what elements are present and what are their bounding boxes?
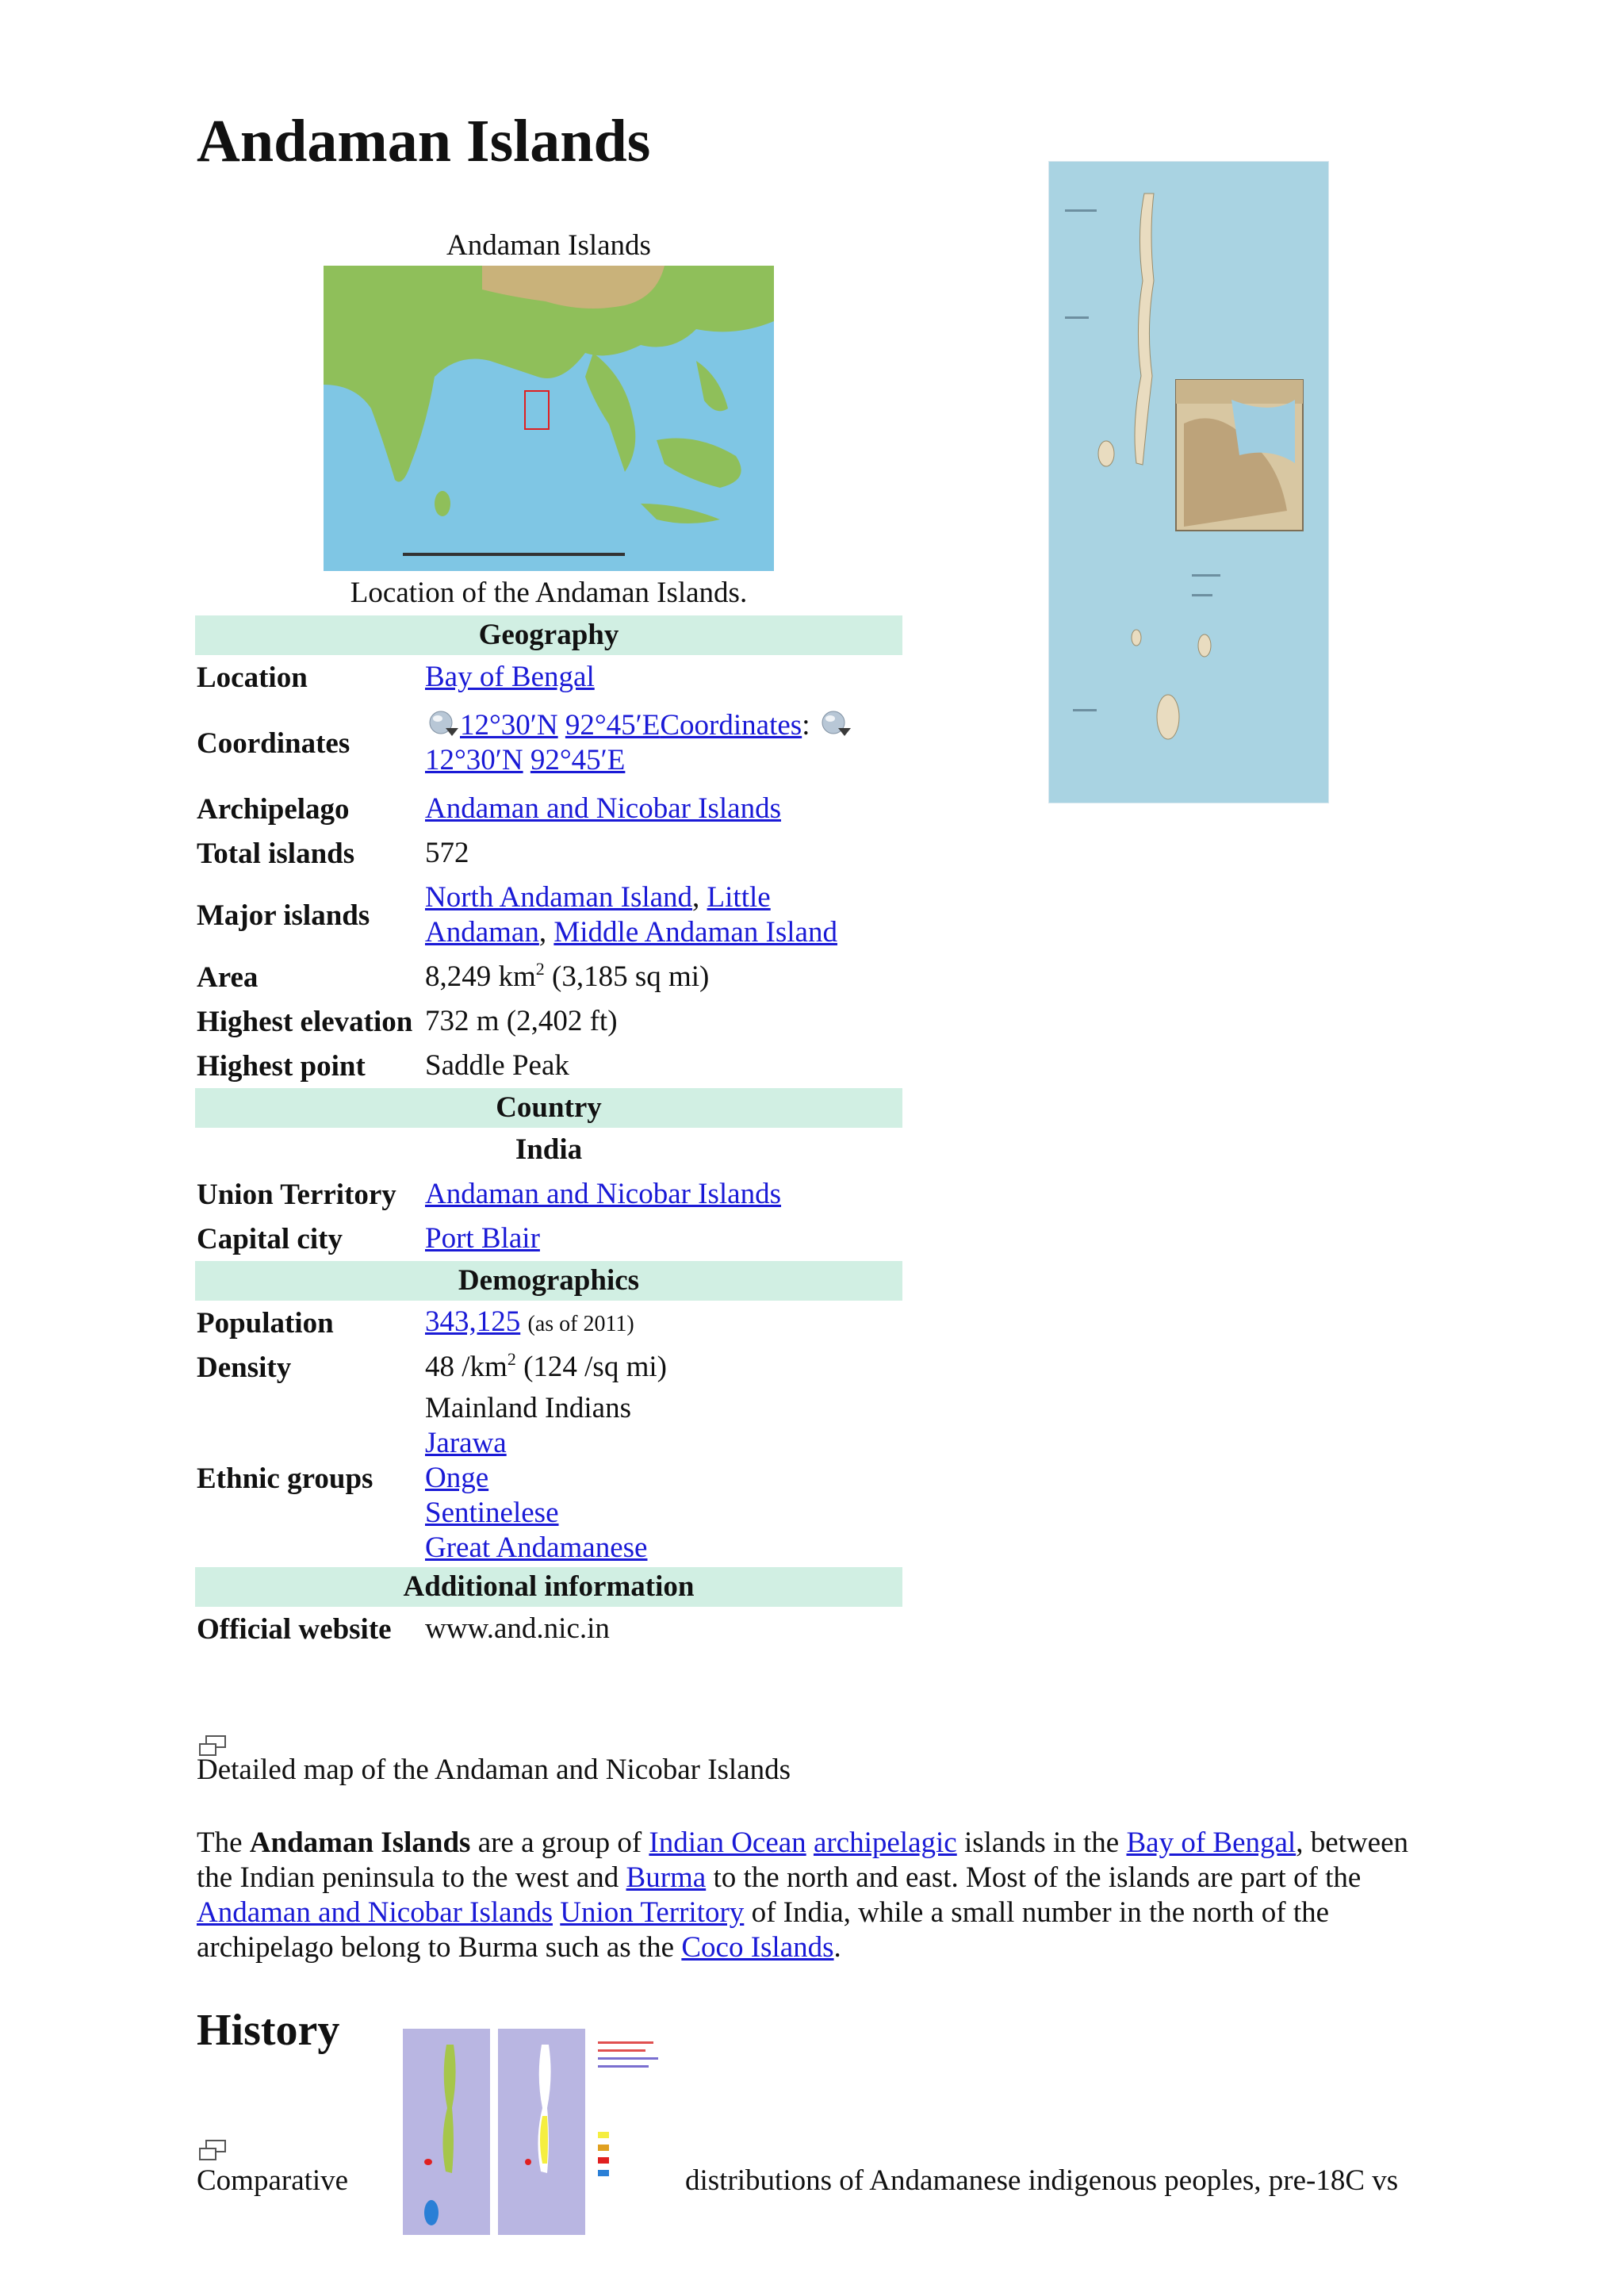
row-capital-city xyxy=(195,1217,902,1261)
total-islands-label: Total islands xyxy=(197,837,355,870)
coordinates-value xyxy=(425,708,902,778)
ethnic-group-link[interactable]: Jarawa xyxy=(425,1427,507,1459)
history-caption-start: Comparative xyxy=(197,2164,349,2197)
population-note: (as of 2011) xyxy=(527,1311,634,1336)
north-andaman-link[interactable]: North Andaman Island xyxy=(425,881,693,914)
official-website-value: www.and.nic.in xyxy=(425,1612,610,1645)
separator: , xyxy=(692,881,700,914)
history-caption-rest: distributions of Andamanese indigenous peoples, pre-18C vs xyxy=(685,2164,1399,2197)
infobox xyxy=(195,226,902,1651)
archipelago-label: Archipelago xyxy=(197,792,350,826)
density-sup: 2 xyxy=(507,1349,516,1369)
page-title: Andaman Islands xyxy=(197,108,651,174)
coord-lon-link[interactable]: 92°45′E xyxy=(565,709,661,742)
row-area xyxy=(195,955,902,999)
capital-city-label: Capital city xyxy=(197,1222,343,1255)
andamanese-distribution-image[interactable] xyxy=(403,2029,665,2235)
bay-of-bengal-link[interactable]: Bay of Bengal xyxy=(1126,1826,1297,1859)
major-islands-value xyxy=(425,880,902,950)
section-additional-info: Additional information xyxy=(195,1567,902,1607)
density-amount: 48 /km xyxy=(425,1351,508,1383)
ethnic-group-link[interactable]: Onge xyxy=(425,1462,489,1494)
andaman-nicobar-map-image[interactable] xyxy=(1048,161,1329,803)
coordinates-word-link[interactable]: Coordinates xyxy=(660,709,802,742)
ethnic-groups-value xyxy=(425,1391,902,1566)
area-amount: 8,249 km xyxy=(425,960,536,993)
coord-lat-link[interactable]: 12°30′N xyxy=(460,709,558,742)
little-andaman-link-part2[interactable]: Andaman xyxy=(425,916,539,949)
section-country: Country xyxy=(195,1088,902,1128)
intro-text: to the north and east. Most of the islands are part of the xyxy=(706,1861,1362,1894)
side-map-drawing xyxy=(1049,162,1328,803)
highest-point-value: Saddle Peak xyxy=(425,1049,569,1082)
coordinates-label: Coordinates xyxy=(197,726,350,760)
density-value xyxy=(425,1350,902,1385)
intro-text: are a group of xyxy=(470,1826,649,1859)
location-map-image[interactable] xyxy=(324,266,774,571)
intro-text: , between the Indian peninsula to the west and xyxy=(197,1826,1408,1894)
ethnic-group-link[interactable]: Great Andamanese xyxy=(425,1531,648,1564)
detailed-map-caption: Detailed map of the Andaman and Nicobar Islands xyxy=(197,1754,791,1786)
coord-lat2-link[interactable]: 12°30′N xyxy=(425,744,523,776)
burma-link[interactable]: Burma xyxy=(626,1861,707,1894)
row-highest-point xyxy=(195,1044,902,1088)
row-coordinates xyxy=(195,700,902,787)
coco-islands-link[interactable]: Coco Islands xyxy=(681,1931,834,1964)
indian-ocean-link[interactable]: Indian Ocean xyxy=(649,1826,806,1859)
section-geography: Geography xyxy=(195,615,902,655)
little-andaman-link-part1[interactable]: Little xyxy=(707,881,771,914)
section-demographics: Demographics xyxy=(195,1261,902,1301)
density-imperial: (124 /sq mi) xyxy=(515,1351,667,1383)
andaman-nicobar-link[interactable]: Andaman and Nicobar Islands xyxy=(197,1896,553,1929)
archipelago-link[interactable]: Andaman and Nicobar Islands xyxy=(425,792,782,825)
location-link[interactable]: Bay of Bengal xyxy=(425,661,595,693)
population-label: Population xyxy=(197,1306,334,1340)
globe-icon[interactable] xyxy=(818,709,852,739)
row-highest-elevation xyxy=(195,999,902,1044)
row-major-islands xyxy=(195,876,902,955)
intro-paragraph xyxy=(197,1826,1434,1965)
location-map-caption: Location of the Andaman Islands. xyxy=(350,577,748,609)
row-location xyxy=(195,655,902,700)
highest-point-label: Highest point xyxy=(197,1049,366,1083)
ethnic-group-link[interactable]: Sentinelese xyxy=(425,1497,559,1529)
intro-text xyxy=(806,1826,814,1859)
location-label: Location xyxy=(197,661,308,694)
intro-text xyxy=(553,1896,560,1929)
middle-andaman-link[interactable]: Middle Andaman Island xyxy=(553,916,837,949)
row-ethnic-groups xyxy=(195,1389,902,1567)
total-islands-value: 572 xyxy=(425,837,469,869)
union-territory-label: Union Territory xyxy=(197,1178,396,1211)
history-heading: History xyxy=(197,2006,340,2055)
intro-text: islands in the xyxy=(956,1826,1127,1859)
row-total-islands xyxy=(195,831,902,876)
location-map-drawing xyxy=(324,266,774,571)
union-territory-link[interactable]: Union Territory xyxy=(560,1896,745,1929)
union-territory-link[interactable]: Andaman and Nicobar Islands xyxy=(425,1178,782,1210)
ethnic-group-mainland: Mainland Indians xyxy=(425,1392,631,1424)
archipelagic-link[interactable]: archipelagic xyxy=(813,1826,957,1859)
infobox-title: Andaman Islands xyxy=(446,229,651,262)
map-frame-icon[interactable] xyxy=(198,2137,228,2160)
population-link[interactable]: 343,125 xyxy=(425,1305,521,1338)
highest-elevation-value: 732 m (2,402 ft) xyxy=(425,1005,618,1037)
row-density xyxy=(195,1345,902,1389)
row-population xyxy=(195,1301,902,1345)
intro-bold-term: Andaman Islands xyxy=(249,1826,471,1859)
capital-city-link[interactable]: Port Blair xyxy=(425,1222,540,1255)
coordinates-colon: : xyxy=(802,709,810,742)
highest-elevation-label: Highest elevation xyxy=(197,1005,413,1038)
row-official-website xyxy=(195,1607,902,1651)
row-union-territory xyxy=(195,1172,902,1217)
intro-text: . xyxy=(833,1931,841,1964)
intro-text: of India, while a small number in the north of the archipelago belong to Burma such as the xyxy=(197,1896,1330,1964)
ethnic-groups-label: Ethnic groups xyxy=(197,1462,373,1495)
area-value xyxy=(425,960,902,995)
area-imperial: (3,185 sq mi) xyxy=(544,960,710,993)
intro-text: The xyxy=(197,1826,250,1859)
area-sup: 2 xyxy=(535,959,545,979)
major-islands-label: Major islands xyxy=(197,899,370,932)
density-label: Density xyxy=(197,1351,292,1384)
row-archipelago xyxy=(195,787,902,831)
country-name: India xyxy=(515,1133,583,1166)
area-label: Area xyxy=(197,960,259,994)
coord-lon2-link[interactable]: 92°45′E xyxy=(530,744,626,776)
official-website-label: Official website xyxy=(197,1612,392,1646)
separator: , xyxy=(538,916,547,949)
distribution-map-drawing xyxy=(403,2029,665,2235)
globe-icon[interactable] xyxy=(425,709,460,739)
